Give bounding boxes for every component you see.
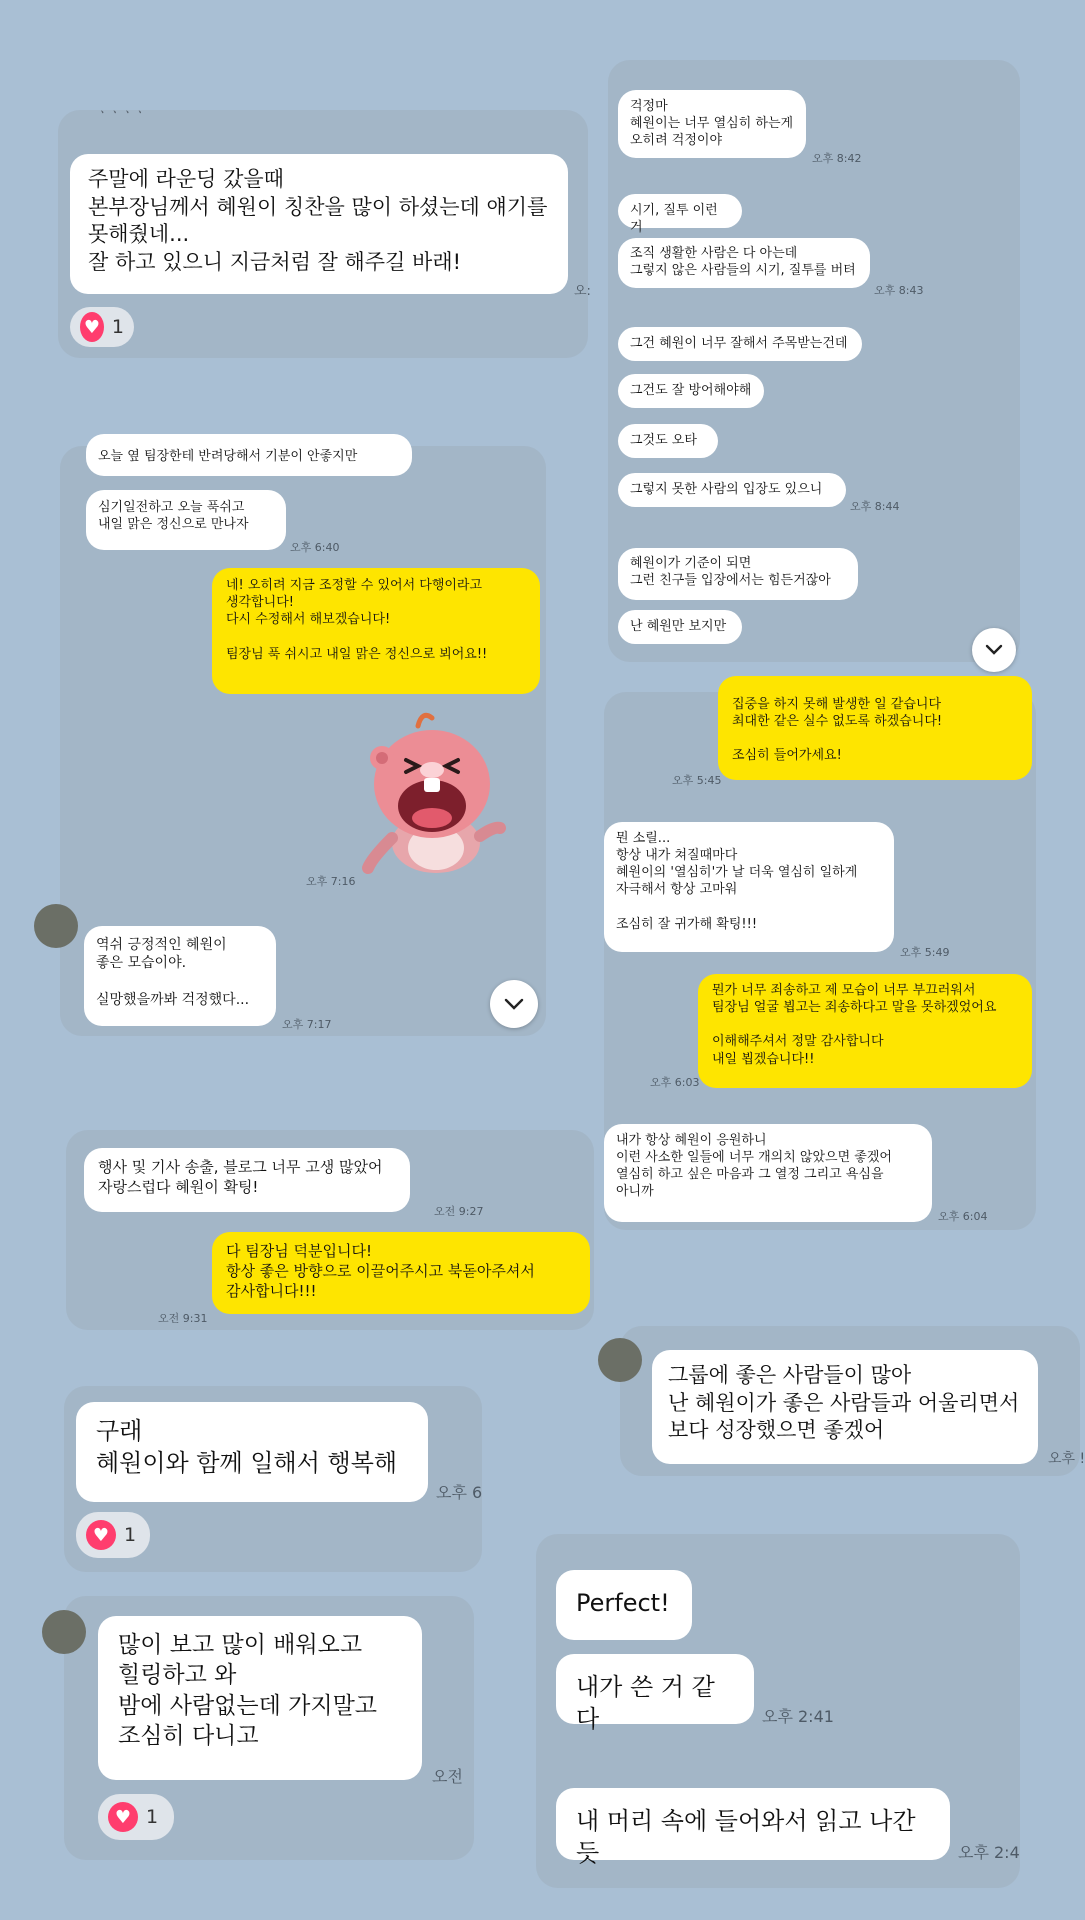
chat-panel-1 <box>58 106 591 358</box>
scroll-down-button[interactable] <box>972 628 1016 672</box>
message-bubble[interactable]: 내가 쓴 거 같다 <box>556 1654 754 1724</box>
message-time: 오후 5:45 <box>672 774 722 787</box>
message-bubble[interactable]: 조직 생활한 사람은 다 아는데 그렇지 않은 사람들의 시기, 질투를 버텨 <box>618 238 870 288</box>
message-time: 오전 9:31 <box>158 1312 208 1325</box>
heart-icon: ♥ <box>80 312 104 342</box>
reaction-badge[interactable] <box>76 1512 150 1558</box>
sticker-image <box>362 708 502 878</box>
message-bubble[interactable]: 많이 보고 많이 배워오고 힐링하고 와 밤에 사람없는데 가지말고 조심히 다니고 <box>98 1616 422 1780</box>
chat-panel-6 <box>620 1326 1085 1476</box>
message-bubble[interactable]: 시기, 질투 이런거 <box>618 194 742 228</box>
message-time: 오전 9:27 <box>434 1205 484 1218</box>
message-time: 오후 8:43 <box>874 284 924 297</box>
my-message-bubble[interactable]: 집중을 하지 못해 발생한 일 같습니다 최대한 같은 실수 없도록 하겠습니다! 조심히 들어가세요! <box>718 676 1032 780</box>
message-bubble[interactable]: 내가 항상 혜원이 응원하니 이런 사소한 일들에 너무 개의치 않았으면 좋겠어 열심히 하고 싶은 마음과 그 열정 그리고 욕심을 아니까 <box>604 1124 932 1222</box>
message-bubble[interactable]: 그건도 잘 방어해야해 <box>618 374 764 408</box>
message-bubble[interactable]: 그룹에 좋은 사람들이 많아 난 혜원이가 좋은 사람들과 어울리면서 보다 성장했으면 좋겠어 <box>652 1350 1038 1464</box>
chevron-down-icon <box>985 644 1003 656</box>
message-bubble[interactable]: 심기일전하고 오늘 푹쉬고 내일 맑은 정신으로 만나자 <box>86 490 286 550</box>
reaction-count: 1 <box>111 316 124 338</box>
message-time: 오후 6:04 <box>938 1210 988 1223</box>
my-message-bubble[interactable]: 네! 오히려 지금 조정할 수 있어서 다행이라고 생각합니다! 다시 수정해서 해보겠습니다! 팀장님 푹 쉬시고 내일 맑은 정신으로 뵈어요!! <box>212 568 540 694</box>
message-time: 오후 7:16 <box>306 875 356 888</box>
message-time: 오후 6:03 <box>650 1076 700 1089</box>
chat-panel-5 <box>66 1130 594 1330</box>
message-bubble[interactable]: 그것도 오타 <box>618 424 718 458</box>
message-bubble-cut[interactable]: 오늘 옆 팀장한테 반려당해서 기분이 안좋지만 <box>86 434 412 476</box>
cut-sender-name: ㆍㆍㆍㆍ <box>96 106 147 121</box>
message-bubble[interactable]: 역쉬 긍정적인 혜원이 좋은 모습이야. 실망했을까봐 걱정했다... <box>84 926 276 1026</box>
message-time: 오후 5:49 <box>900 946 950 959</box>
scroll-down-button[interactable] <box>490 980 538 1028</box>
message-time: 오전 <box>432 1767 463 1786</box>
chat-panel-2 <box>608 60 1020 662</box>
avatar-icon[interactable] <box>34 904 78 948</box>
message-bubble[interactable]: 구래 혜원이와 함께 일해서 행복해 <box>76 1402 428 1502</box>
reaction-badge[interactable] <box>98 1794 174 1840</box>
chevron-down-icon <box>504 998 524 1010</box>
message-bubble[interactable]: Perfect! <box>556 1570 692 1640</box>
heart-icon: ♥ <box>108 1802 138 1832</box>
chat-panel-7 <box>64 1386 482 1572</box>
avatar-icon[interactable] <box>42 1610 86 1654</box>
reaction-badge[interactable] <box>70 307 134 347</box>
chat-panel-8 <box>64 1596 474 1860</box>
message-time: 오후 8:42 <box>812 152 862 165</box>
message-time: 오후 7:17 <box>282 1018 332 1031</box>
heart-icon: ♥ <box>86 1520 116 1550</box>
message-bubble[interactable]: 뭔 소릴... 항상 내가 쳐질때마다 혜원이의 '열심히'가 날 더욱 열심히 일하게 자극해서 항상 고마워 조심히 잘 귀가해 확팅!!! <box>604 822 894 952</box>
message-time: 오후 6 <box>436 1483 483 1502</box>
my-message-bubble[interactable]: 다 팀장님 덕분입니다! 항상 좋은 방향으로 이끌어주시고 북돋아주셔서 감사합니다!!! <box>212 1232 590 1314</box>
chat-panel-4 <box>604 692 1036 1230</box>
message-bubble[interactable]: 그건 혜원이 너무 잘해서 주목받는건데 <box>618 327 862 361</box>
chat-panel-3 <box>60 446 546 1036</box>
message-bubble[interactable]: 난 혜원만 보지만 <box>618 610 742 644</box>
message-time: 오후 2:4 <box>958 1843 1020 1862</box>
reaction-count: 1 <box>124 1524 137 1546</box>
reaction-count: 1 <box>146 1806 159 1828</box>
message-time: 오후 ! <box>1048 1451 1085 1467</box>
message-time: 오후 2:41 <box>762 1707 834 1726</box>
message-time: 오: <box>574 284 591 299</box>
message-bubble[interactable]: 행사 및 기사 송출, 블로그 너무 고생 많았어 자랑스럽다 혜원이 확팅! <box>84 1148 410 1212</box>
message-bubble[interactable]: 내 머리 속에 들어와서 읽고 나간듯 <box>556 1788 950 1860</box>
message-bubble[interactable]: 혜원이가 기준이 되면 그런 친구들 입장에서는 힘든거잖아 <box>618 548 858 600</box>
avatar-icon[interactable] <box>598 1338 642 1382</box>
message-bubble[interactable]: 주말에 라운딩 갔을때 본부장님께서 혜원이 칭찬을 많이 하셨는데 얘기를 못해줬네... 잘 하고 있으니 지금처럼 잘 해주길 바래! <box>70 154 568 294</box>
message-time: 오후 6:40 <box>290 541 340 554</box>
chat-panel-9 <box>536 1534 1020 1888</box>
my-message-bubble[interactable]: 뭔가 너무 죄송하고 제 모습이 너무 부끄러워서 팀장님 얼굴 뵙고는 죄송하다고 말을 못하겠었어요 이해해주셔서 정말 감사합니다 내일 뵙겠습니다!! <box>698 974 1032 1088</box>
message-bubble[interactable]: 그렇지 못한 사람의 입장도 있으니 <box>618 473 846 507</box>
message-bubble[interactable]: 걱정마 혜원이는 너무 열심히 하는게 오히려 걱정이야 <box>618 90 806 158</box>
message-time: 오후 8:44 <box>850 500 900 513</box>
